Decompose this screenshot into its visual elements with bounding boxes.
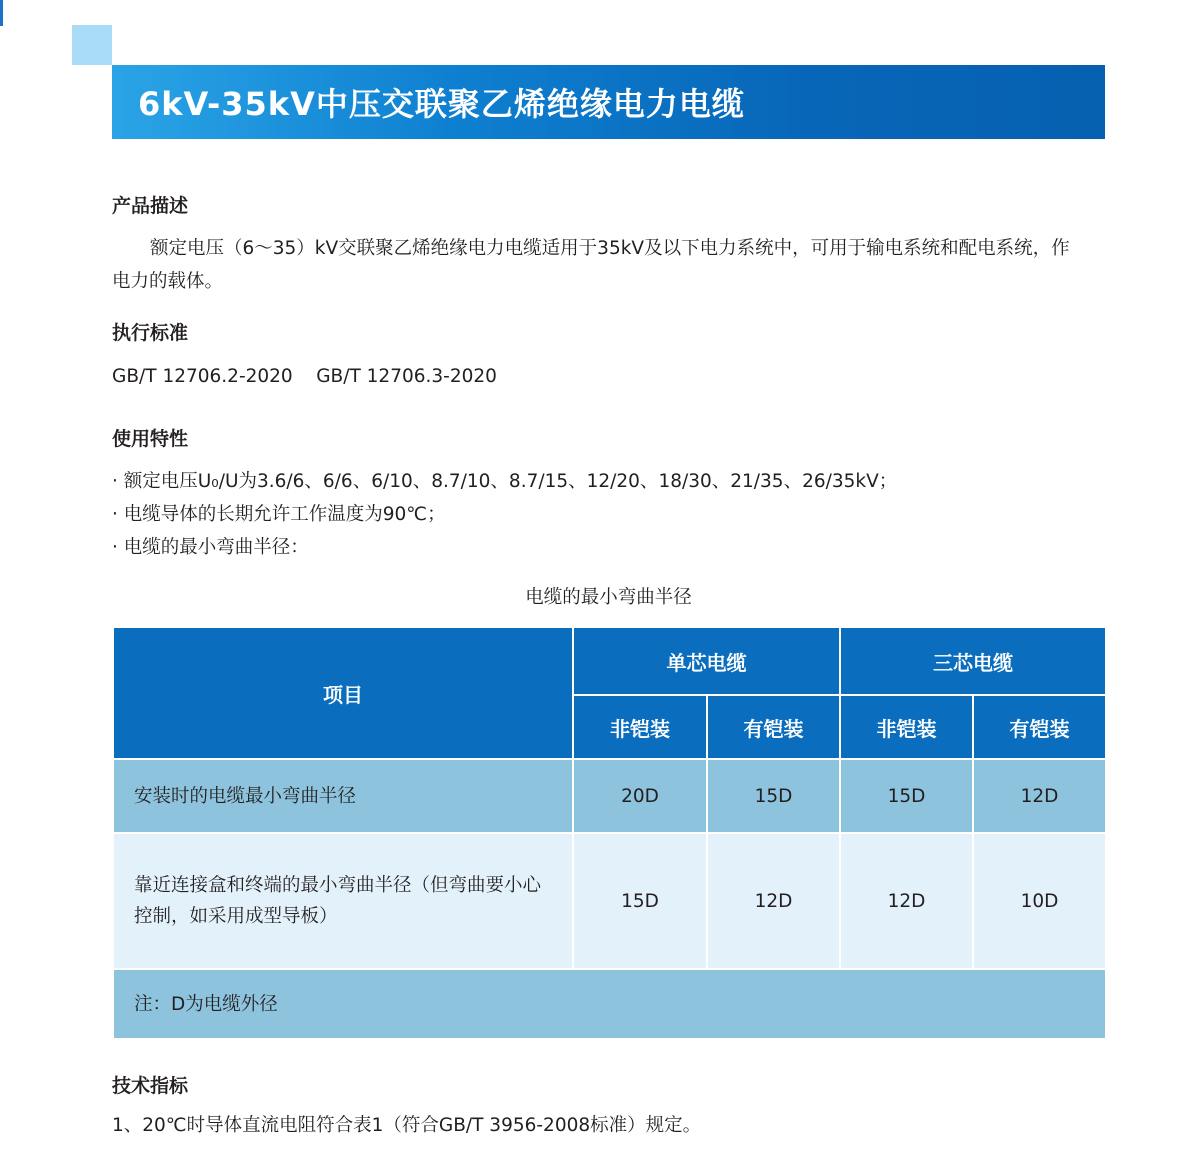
header-item: 项目	[113, 627, 573, 759]
description-body: 额定电压（6～35）kV交联聚乙烯绝缘电力电缆适用于35kV及以下电力系统中，可用于输电系统和配电系统，作电力的载体。	[112, 238, 1070, 292]
title-banner	[112, 65, 1105, 139]
cell-value: 12D	[707, 833, 840, 969]
table-caption: 电缆的最小弯曲半径	[525, 587, 692, 608]
technical-heading: 技术指标	[112, 1075, 189, 1097]
cell-value: 15D	[707, 759, 840, 833]
cell-value: 15D	[840, 759, 973, 833]
bend-radius-table	[112, 626, 1107, 1040]
standards-text: GB/T 12706.2-2020 GB/T 12706.3-2020	[112, 366, 497, 387]
header-three-core: 三芯电缆	[840, 627, 1106, 695]
technical-item-1: 1、20℃时导体直流电阻符合表1（符合GB/T 3956-2008标准）规定。	[112, 1115, 702, 1136]
page-title: 6kV-35kV中压交联聚乙烯绝缘电力电缆	[138, 85, 745, 123]
header-three-armored: 有铠装	[973, 695, 1106, 759]
cell-value: 10D	[973, 833, 1106, 969]
header-three-unarmored: 非铠装	[840, 695, 973, 759]
description-heading: 产品描述	[112, 195, 189, 217]
table-row	[113, 759, 1106, 833]
feature-item-voltage: · 额定电压U₀/U为3.6/6、6/6、6/10、8.7/10、8.7/15、12/20、18/30、21/35、26/35kV；	[112, 471, 898, 492]
row-label: 安装时的电缆最小弯曲半径	[113, 759, 573, 833]
table-note: 注：D为电缆外径	[113, 969, 1106, 1039]
standards-heading: 执行标准	[112, 322, 189, 344]
corner-mark	[0, 0, 3, 26]
description-text	[112, 232, 1077, 298]
title-accent-block	[72, 25, 112, 65]
features-heading: 使用特性	[112, 428, 189, 450]
table-header-row-1	[113, 627, 1106, 695]
cell-value: 12D	[840, 833, 973, 969]
header-single-core: 单芯电缆	[573, 627, 840, 695]
table-note-row	[113, 969, 1106, 1039]
cell-value: 15D	[573, 833, 707, 969]
row-label: 靠近连接盒和终端的最小弯曲半径（但弯曲要小心控制，如采用成型导板）	[113, 833, 573, 969]
cell-value: 20D	[573, 759, 707, 833]
header-single-armored: 有铠装	[707, 695, 840, 759]
feature-item-temperature: · 电缆导体的长期允许工作温度为90℃；	[112, 504, 446, 525]
feature-item-bend-radius: · 电缆的最小弯曲半径：	[112, 537, 309, 558]
header-single-unarmored: 非铠装	[573, 695, 707, 759]
table-row	[113, 833, 1106, 969]
cell-value: 12D	[973, 759, 1106, 833]
